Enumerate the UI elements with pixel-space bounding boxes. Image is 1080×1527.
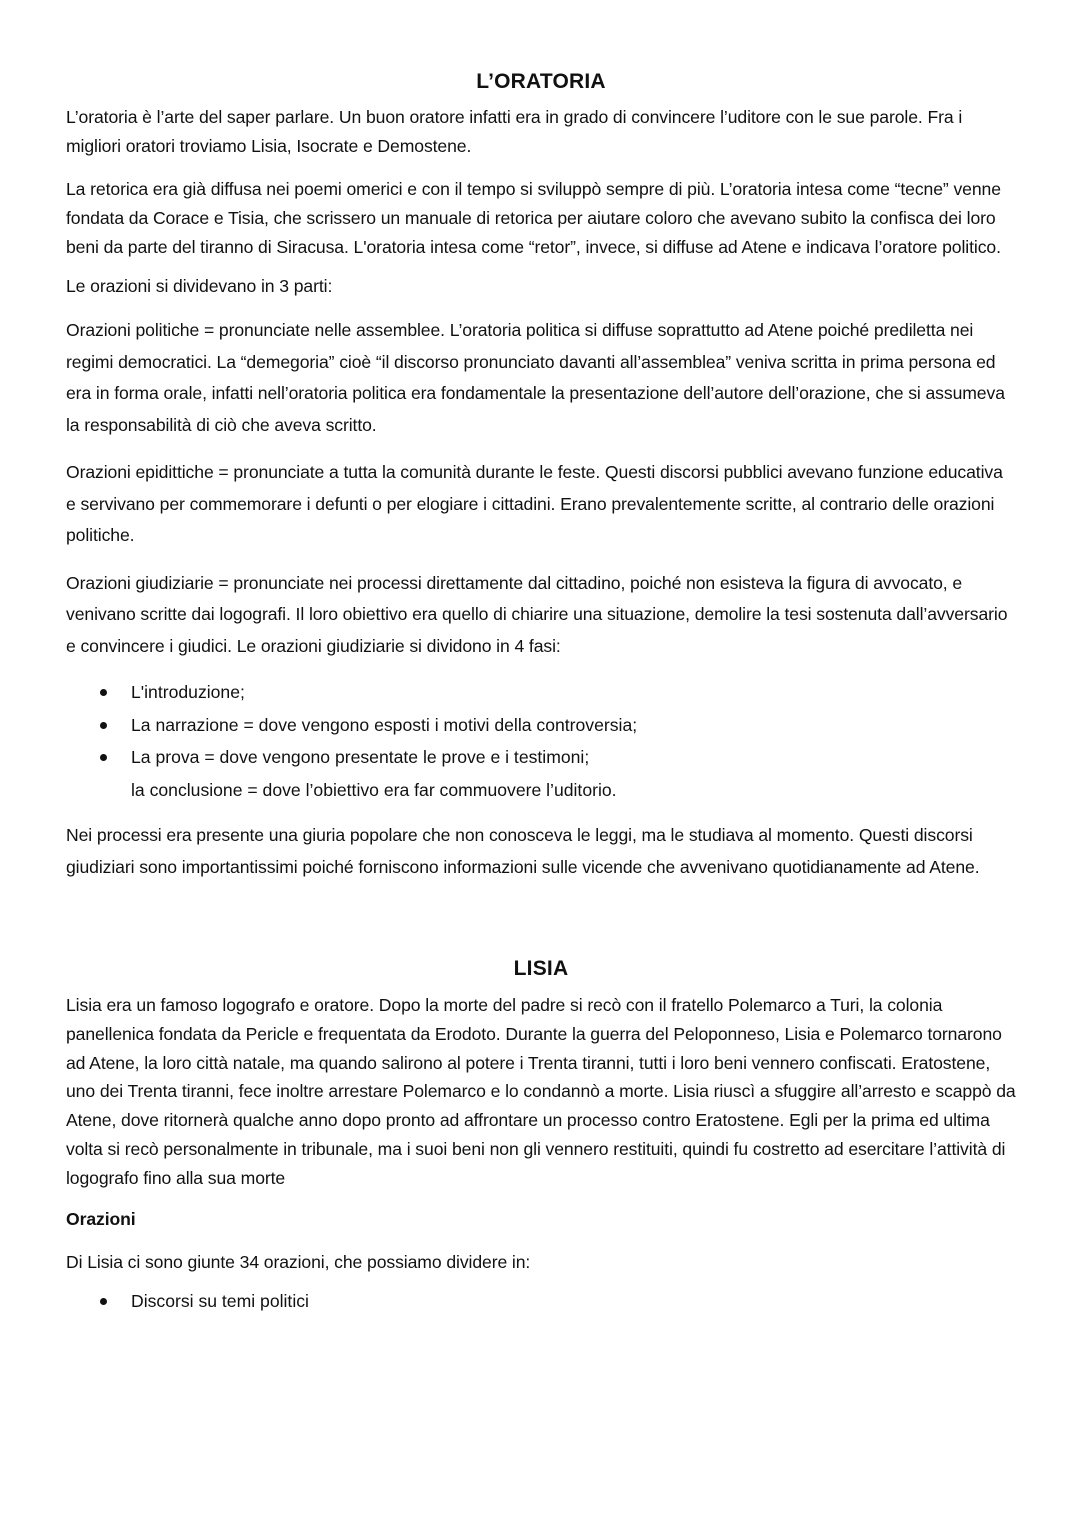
list-item-phase <box>66 709 1016 742</box>
paragraph-division: Le orazioni si dividevano in 3 parti: <box>66 276 333 296</box>
phases-list <box>66 676 1016 806</box>
paragraph-lisia-orazioni: Di Lisia ci sono giunte 34 orazioni, che possiamo dividere in: <box>66 1251 531 1272</box>
list-item-text: la conclusione = dove l’obiettivo era far commuovere l’uditorio. <box>131 779 617 800</box>
paragraph-orazioni-epidittiche: Orazioni epidittiche = pronunciate a tutta la comunità durante le feste. Questi discorsi pubblici avevano funzione educativa e servivano per commemorare i defunti o per elogiare i cittadini. Erano prevalentemente scritte, al contrario delle orazioni politiche. <box>66 462 1003 545</box>
list-item-orazione-type <box>66 1285 1016 1318</box>
lisia-orazioni-list <box>66 1285 1016 1318</box>
paragraph-retorica: La retorica era già diffusa nei poemi omerici e con il tempo si sviluppò sempre di più. L’oratoria intesa come “tecne” venne fondata da Corace e Tisia, che scrissero un manuale di retorica per aiutare coloro che avevano subito la confisca dei loro beni da parte del tiranno di Siracusa. L'oratoria intesa come “retor”, invece, si diffuse ad Atene e indicava l’oratore politico. <box>66 179 1001 257</box>
bullet-icon <box>100 689 107 696</box>
subheading-orazioni: Orazioni <box>66 1208 136 1229</box>
paragraph-lisia-bio: Lisia era un famoso logografo e oratore. Dopo la morte del padre si recò con il fratello Polemarco a Turi, la colonia panellenica fondata da Pericle e frequentata da Erodoto. Durante la guerra del Peloponneso, Lisia e Polemarco tornarono ad Atene, la loro città natale, ma quando salirono al potere i Trenta tiranni, tutti i loro beni vennero confiscati. Eratostene, uno dei Trenta tiranni, fece inoltre arrestare Polemarco e lo condannò a morte. Lisia riuscì a sfuggire all’arresto e scappò da Atene, dove ritornerà qualche anno dopo pronto ad affrontare un processo contro Eratostene. Egli per la prima ed ultima volta si recò personalmente in tribunale, ma i suoi beni non gli vennero restituiti, quindi fu costretto ad esercitare l’attività di logografo fino alla sua morte <box>66 995 1016 1188</box>
section-title-lisia: LISIA <box>513 957 569 980</box>
list-item-phase <box>66 676 1016 709</box>
list-item-phase <box>66 774 1016 807</box>
list-item-text: L'introduzione; <box>131 682 245 702</box>
paragraph-orazioni-giudiziarie: Orazioni giudiziarie = pronunciate nei processi direttamente dal cittadino, poiché non esisteva la figura di avvocato, e venivano scritte dai logografi. Il loro obiettivo era quello di chiarire una situazione, demolire la tesi sostenuta dall’avversario e convincere i giudici. Le orazioni giudiziarie si dividono in 4 fasi: <box>66 572 1008 656</box>
paragraph-orazioni-politiche: Orazioni politiche = pronunciate nelle assemblee. L’oratoria politica si diffuse soprattutto ad Atene poiché prediletta nei regimi democratici. La “demegoria” cioè “il discorso pronunciato davanti all’assemblea” veniva scritta in prima persona ed era in forma orale, infatti nell’oratoria politica era fondamentale la presentazione dell’autore dell’orazione, che si assumeva la responsabilità di ciò che aveva scritto. <box>66 320 1005 435</box>
list-item-text: La prova = dove vengono presentate le prove e i testimoni; <box>131 747 590 767</box>
list-item-phase <box>66 741 1016 774</box>
bullet-icon <box>100 722 107 729</box>
list-item-text: Discorsi su temi politici <box>131 1290 309 1311</box>
paragraph-giuria: Nei processi era presente una giuria popolare che non conosceva le leggi, ma le studiava al momento. Questi discorsi giudiziari sono importantissimi poiché forniscono informazioni sulle vicende che avvenivano quotidianamente ad Atene. <box>66 825 980 877</box>
bullet-icon <box>100 754 107 761</box>
paragraph-intro: L’oratoria è l’arte del saper parlare. Un buon oratore infatti era in grado di convincere l’uditore con le sue parole. Fra i migliori oratori troviamo Lisia, Isocrate e Demostene. <box>66 107 963 156</box>
section-title-oratoria: L’ORATORIA <box>476 70 606 93</box>
document-page <box>66 62 1016 1317</box>
list-item-text: La narrazione = dove vengono esposti i motivi della controversia; <box>131 714 638 735</box>
bullet-icon <box>100 1298 107 1305</box>
